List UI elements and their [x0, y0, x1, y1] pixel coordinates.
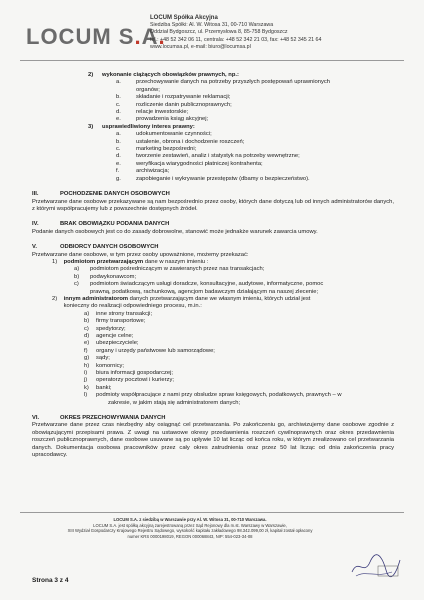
list-item: 2) wykonanie ciążących obowiązków prawnych, np.:	[88, 72, 239, 78]
page-footer	[40, 517, 340, 539]
section-heading: IV. BRAK OBOWIĄZKU PODANIA DANYCH	[32, 221, 170, 228]
document-body	[32, 72, 394, 460]
list-item: i) biura informacji gospodarczej;	[84, 370, 174, 377]
signature-stamp-graphic	[348, 552, 402, 580]
list-item: a. przechowywanie danych na potrzeby przyszłych postępowań uprawnionych	[116, 79, 330, 86]
section-paragraph: Przetwarzane dane przez czas niezbędny aby osiągnąć cel przetwarzania. Po zakończeniu go, archiwizujemy dane osobowe zgodnie z obowiązującymi przepisami prawa. Z uwagi na ustawowe okresy przedawnienia roszczeń cywilnoprawnych oraz okres przedawnienia roszczeń publicznoprawnych, dane osobowe usuwane są po upływie 10 lat licząc od końca roku, w którym zrealizowano cel przetwarzania danych. Dokumentacja osobowa pracowników przez cały okres zatrudnienia oraz przez 50 lat licząc od dnia zakończenia pracy upracodawcy.	[32, 422, 394, 459]
list-item: 2) innym administratorom danych przetwarzającym dane we własnym imieniu, których udział jest	[52, 295, 311, 302]
footer-line: LOCUM S.A. z siedzibą w Warszawie przy Al. W. Witosa 31, 00-710 Warszawa.	[113, 517, 267, 522]
list-item-continuation: konieczny do realizacji odpowiedniego procesu, m.in.:	[63, 303, 202, 310]
section-heading: VI. OKRES PRZECHOWYWANIA DANYCH	[32, 415, 166, 422]
section-paragraph: Podanie danych osobowych jest co do zasady dobrowolne, stanowić może jednakże warunek zawarcia umowy.	[32, 228, 318, 235]
list-item: b) podwykonawcom;	[74, 273, 137, 280]
footer-divider	[20, 512, 404, 513]
list-item: h) komornicy;	[84, 362, 125, 369]
list-item: d. tworzenie zestawień, analiz i statystyk na potrzeby wewnętrzne;	[116, 153, 300, 160]
web-line: www.locumsa.pl, e-mail: biuro@locumsa.pl	[150, 43, 251, 50]
letterhead	[150, 15, 410, 51]
list-item: a. udokumentowanie czynności;	[116, 131, 212, 138]
list-item-continuation: organów;	[136, 86, 160, 93]
list-item: b) firmy transportowe;	[84, 318, 146, 325]
footer-line: LOCUM S.A. jest spółką akcyjną zarejestrowaną przez Sąd Rejonowy dla m.st. Warszawy w Warszawie,	[93, 522, 287, 528]
phone-line: tel.: +48 52 342 06 11, centrala: +48 52 342 21 03, fax: +48 52 345 21 64	[150, 36, 322, 43]
address-line: Siedziba Spółki: Al. W. Witosa 31, 00-710 Warszawa	[150, 22, 274, 29]
header-divider	[20, 60, 404, 61]
list-item: e) ubezpieczyciele;	[84, 340, 139, 347]
list-item: 3) usprawiedliwiony interes prawny:	[88, 123, 195, 130]
footer-line: numer KRS 0000198019, REGON 000068843, NIP: 554-023-34-08	[127, 533, 253, 539]
list-item: b. ustalenie, obrona i dochodzenie roszczeń;	[116, 138, 245, 145]
company-logo: LOCUM S.A.	[26, 24, 166, 49]
list-item: a) podmiotom pośredniczącym w zawieranych przez nas transakcjach;	[74, 266, 265, 273]
list-item: g. zapobieganie i wykrywanie przestępstw (dbamy o bezpieczeństwo).	[116, 175, 310, 182]
list-item: j) operatorzy pocztowi i kurierzy;	[84, 377, 174, 384]
list-item: c. marketing bezpośredni;	[116, 146, 197, 153]
section-paragraph: Przetwarzane dane osobowe przekazywane są nam bezpośrednio przez osoby, których dane dotyczą lub od innych administratorów danych, z którymi współpracujemy lub z powszechnie dostępnych źródeł.	[32, 198, 394, 212]
list-item: 1) podmiotom przetwarzającym dane w naszym imieniu :	[52, 258, 209, 265]
list-item: f. archiwizacja;	[116, 168, 170, 175]
list-item-continuation: prawną, podatkową, rachunkową, agencjom badawczym działającym na naszej zlecenie;	[90, 288, 319, 295]
list-item: b. składanie i rozpatrywanie reklamacji;	[116, 94, 231, 101]
list-item: c. rozliczenie danin publicznoprawnych;	[116, 101, 232, 108]
address-line: Oddział Bydgoszcz, ul. Przemysłowa 8, 85-758 Bydgoszcz	[150, 29, 288, 36]
list-item: d. relacje inwestorskie;	[116, 109, 189, 116]
list-item: c) spedytorzy;	[84, 325, 126, 332]
section-heading: III. POCHODZENIE DANYCH OSOBOWYCH	[32, 191, 170, 198]
list-item: e. prowadzenia ksiąg akcyjnej;	[116, 116, 209, 123]
list-item: c) podmiotom świadczącym usługi doradcze, konsultacyjne, audytowe, informatyczne, pomoc	[74, 281, 324, 288]
section-paragraph: Przetwarzane dane osobowe, w tym przez osoby upoważnione, możemy przekazać:	[32, 251, 249, 258]
list-item-continuation: zakresie, w jakim stają się administratorem danych;	[108, 399, 241, 406]
list-item: l) podmioty współpracujące z nami przy obsłudze spraw księgowych, podatkowych, prawnych – w	[84, 392, 342, 399]
list-item: k) banki;	[84, 384, 112, 391]
list-item: e. weryfikacja wiarygodności płatniczej kontrahenta;	[116, 160, 263, 167]
footer-line: XIII Wydział Gospodarczy Krajowego Rejestru Sądowego, wysokość kapitału zakładowego 98.342.099,00 zł, kapitał został opłacony	[67, 528, 313, 534]
section-heading: V. ODBIORCY DANYCH OSOBOWYCH	[32, 244, 159, 251]
list-item: f) organy i urzędy państwowe lub samorządowe;	[84, 347, 215, 354]
company-name: LOCUM Spółka Akcyjna	[150, 15, 218, 21]
list-item: d) agencje celne;	[84, 333, 134, 339]
list-item: g) sądy;	[84, 355, 110, 362]
list-item: a) inne strony transakcji;	[84, 310, 153, 317]
page-number: Strona 3 z 4	[32, 577, 69, 584]
